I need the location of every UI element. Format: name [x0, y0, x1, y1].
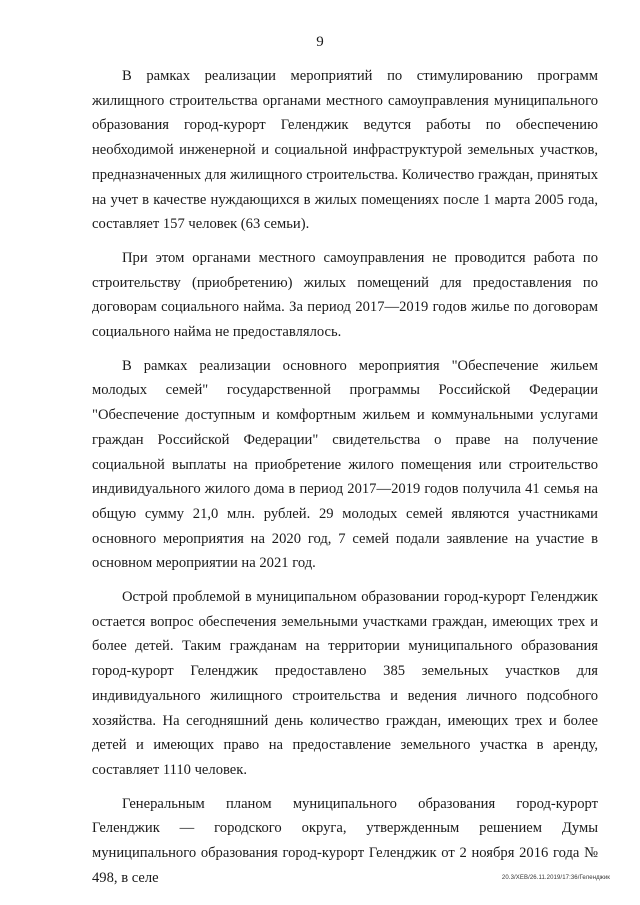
paragraph-general-plan: Генеральным планом муниципального образования город-курорт Геленджик — городского округа, утвержденным решением Думы муниципального образования город-курорт Геленджик от 2 ноября 2016 года № 498, в селе [92, 795, 598, 886]
paragraph-social-rent: При этом органами местного самоуправления не проводится работа по строительству (приобретению) жилых помещений для предоставления по договорам социального найма. За период 2017—2019 годов жилье по договорам социального найма не предоставлялось. [92, 249, 598, 341]
paragraph-large-families: Острой проблемой в муниципальном образовании город-курорт Геленджик остается вопрос обеспечения земельными участками граждан, имеющих трех и более детей. Таким гражданам на территории муниципального образования город-курорт Геленджик предоставлено 385 земельных участков для индивидуального жилищного строительства и ведения личного подсобного хозяйства. На сегодняшний день количество граждан, имеющих трех и более детей и имеющих право на предоставление земельного участка в аренду, составляет 1110 человек. [92, 589, 598, 778]
paragraph-young-families: В рамках реализации основного мероприятия "Обеспечение жильем молодых семей" государственной программы Российской Федерации "Обеспечение доступным и комфортным жильем и коммунальными услугами граждан Российской Федерации" свидетельства о праве на получение социальной выплаты на приобретение жилого помещения или строительство индивидуального жилого дома в период 2017—2019 годов получила 41 семья на общую сумму 21,0 млн. рублей. 29 молодых семей являются участниками основного мероприятия на 2020 год, 7 семей подали заявление на участие в основном мероприятии на 2021 год. [92, 357, 598, 572]
document-body [92, 64, 598, 900]
page-number: 9 [316, 34, 324, 50]
document-stamp: 20.3/ХЕВ/26.11.2019/17:36/Геленджик [501, 875, 610, 881]
paragraph-housing-construction: В рамках реализации мероприятий по стимулированию программ жилищного строительства органами местного самоуправления муниципального образования город-курорт Геленджик ведутся работы по обеспечению необходимой инженерной и социальной инфраструктурой земельных участков, предназначенных для жилищного строительства. Количество граждан, принятых на учет в качестве нуждающихся в жилых помещениях после 1 марта 2005 года, составляет 157 человек (63 семьи). [92, 68, 598, 233]
